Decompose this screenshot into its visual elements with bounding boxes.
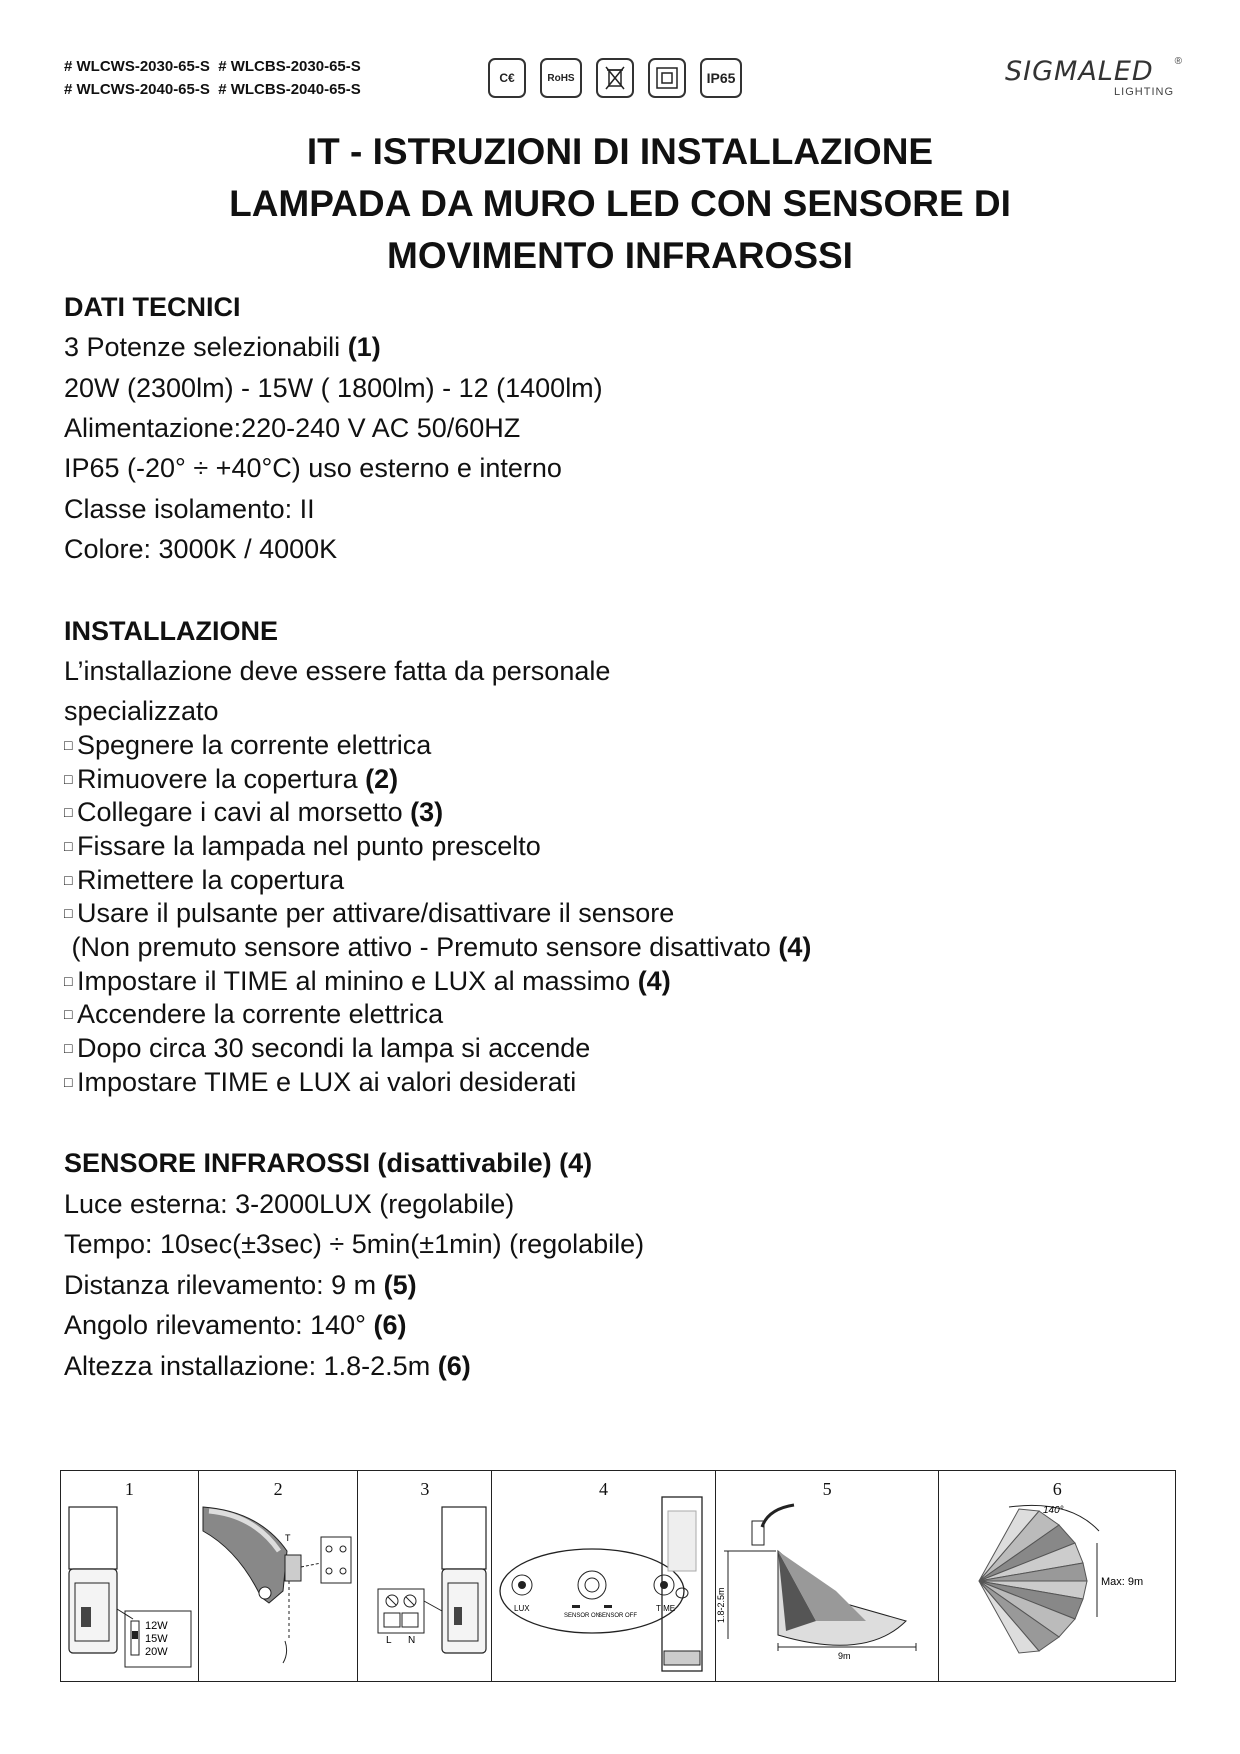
svg-text:9m: 9m [837,1651,851,1661]
step-6: □ Usare il pulsante per attivare/disattivare il sensore [64,898,674,929]
svg-text:20W: 20W [145,1646,168,1658]
svg-text:140°: 140° [1043,1505,1065,1516]
svg-text:1.8-2.5m: 1.8-2.5m [715,1587,726,1623]
step-9: □ Dopo circa 30 secondi la lampa si accende [64,1033,590,1064]
step-6-note: (Non premuto sensore attivo - Premuto sensore disattivato (4) [64,932,812,962]
svg-text:SENSOR ON: SENSOR ON [564,1613,601,1619]
svg-text:Max: 9m: Max: 9m [1101,1576,1144,1588]
figure-4 [492,1471,716,1681]
figure-3-number: 3 [420,1479,430,1499]
figure-5-number: 5 [822,1479,832,1499]
weee-bin-icon [596,58,634,98]
figure-2-number: 2 [273,1479,283,1499]
sensore-line-1: Luce esterna: 3-2000LUX (regolabile) [64,1189,515,1219]
figure-strip [60,1470,1176,1682]
step-1: □ Spegnere la corrente elettrica [64,730,431,761]
step-2: □ Rimuovere la copertura (2) [64,764,398,795]
figure-2-drawing [199,1471,359,1681]
figure-1-number: 1 [124,1479,134,1499]
svg-text:SIGMALED: SIGMALED [1005,56,1154,86]
logo-registered: ® [1174,56,1182,67]
svg-text:LUX: LUX [514,1604,530,1613]
dati-line-1: 3 Potenze selezionabili (1) [64,332,381,362]
sensore-line-2: Tempo: 10sec(±3sec) ÷ 5min(±1min) (regolabile) [64,1229,645,1259]
dati-line-5: Classe isolamento: II [64,494,315,524]
sensore-heading: SENSORE INFRAROSSI (disattivabile) (4) [64,1148,593,1178]
figure-4-number: 4 [599,1479,609,1499]
step-5: □ Rimettere la copertura [64,865,344,896]
svg-text:15W: 15W [145,1633,168,1645]
rohs-mark-icon: RoHS [540,58,582,98]
figure-1 [61,1471,199,1681]
dati-line-2: 20W (2300lm) - 15W ( 1800lm) - 12 (1400lm) [64,373,603,403]
figure-5-drawing [716,1471,940,1681]
ip65-mark-icon: IP65 [700,58,742,98]
product-codes-line-2: # WLCWS-2040-65-S # WLCBS-2040-65-S [64,81,361,98]
dati-line-6: Colore: 3000K / 4000K [64,534,338,564]
title-line-1: IT - ISTRUZIONI DI INSTALLAZIONE [306,131,934,172]
step-10: □ Impostare TIME e LUX ai valori desiderati [64,1067,576,1098]
product-codes-line-1: # WLCWS-2030-65-S # WLCBS-2030-65-S [64,58,361,75]
svg-text:SENSOR OFF: SENSOR OFF [598,1613,638,1619]
figure-6-drawing [939,1471,1175,1681]
svg-text:L: L [386,1635,393,1646]
sensore-line-3: Distanza rilevamento: 9 m (5) [64,1270,417,1300]
dati-line-4: IP65 (-20° ÷ +40°C) uso esterno e interno [64,453,562,483]
installazione-heading: INSTALLAZIONE [64,616,278,646]
figure-5 [716,1471,940,1681]
step-3: □ Collegare i cavi al morsetto (3) [64,797,443,828]
svg-text:TIME: TIME [656,1604,676,1613]
title-line-2: LAMPADA DA MURO LED CON SENSORE DI [229,183,1011,224]
figure-3-drawing [358,1471,492,1681]
installazione-intro-2: specializzato [64,696,219,726]
class-ii-icon [648,58,686,98]
figure-6-number: 6 [1052,1479,1062,1499]
figure-6 [939,1471,1175,1681]
certification-marks [488,58,742,98]
title-line-3: MOVIMENTO INFRAROSSI [387,235,853,276]
svg-text:N: N [408,1635,416,1646]
document-title [0,126,1240,282]
sensore-line-5: Altezza installazione: 1.8-2.5m (6) [64,1351,471,1381]
sigmaled-logo [1005,56,1180,102]
ce-mark-icon: C€ [488,58,526,98]
figure-1-drawing [61,1471,199,1681]
step-4: □ Fissare la lampada nel punto prescelto [64,831,541,862]
figure-4-drawing [492,1471,716,1681]
step-8: □ Accendere la corrente elettrica [64,999,443,1030]
sensore-line-4: Angolo rilevamento: 140° (6) [64,1310,407,1340]
svg-text:T: T [284,1533,291,1543]
figure-3 [358,1471,492,1681]
logo-sub: LIGHTING [1114,86,1174,98]
step-7: □ Impostare il TIME al minino e LUX al massimo (4) [64,966,671,997]
installazione-intro-1: L’installazione deve essere fatta da personale [64,656,611,686]
product-codes [64,55,361,101]
figure-2 [199,1471,359,1681]
svg-text:12W: 12W [145,1620,168,1632]
dati-tecnici-heading: DATI TECNICI [64,292,241,322]
dati-line-3: Alimentazione:220-240 V AC 50/60HZ [64,413,521,443]
